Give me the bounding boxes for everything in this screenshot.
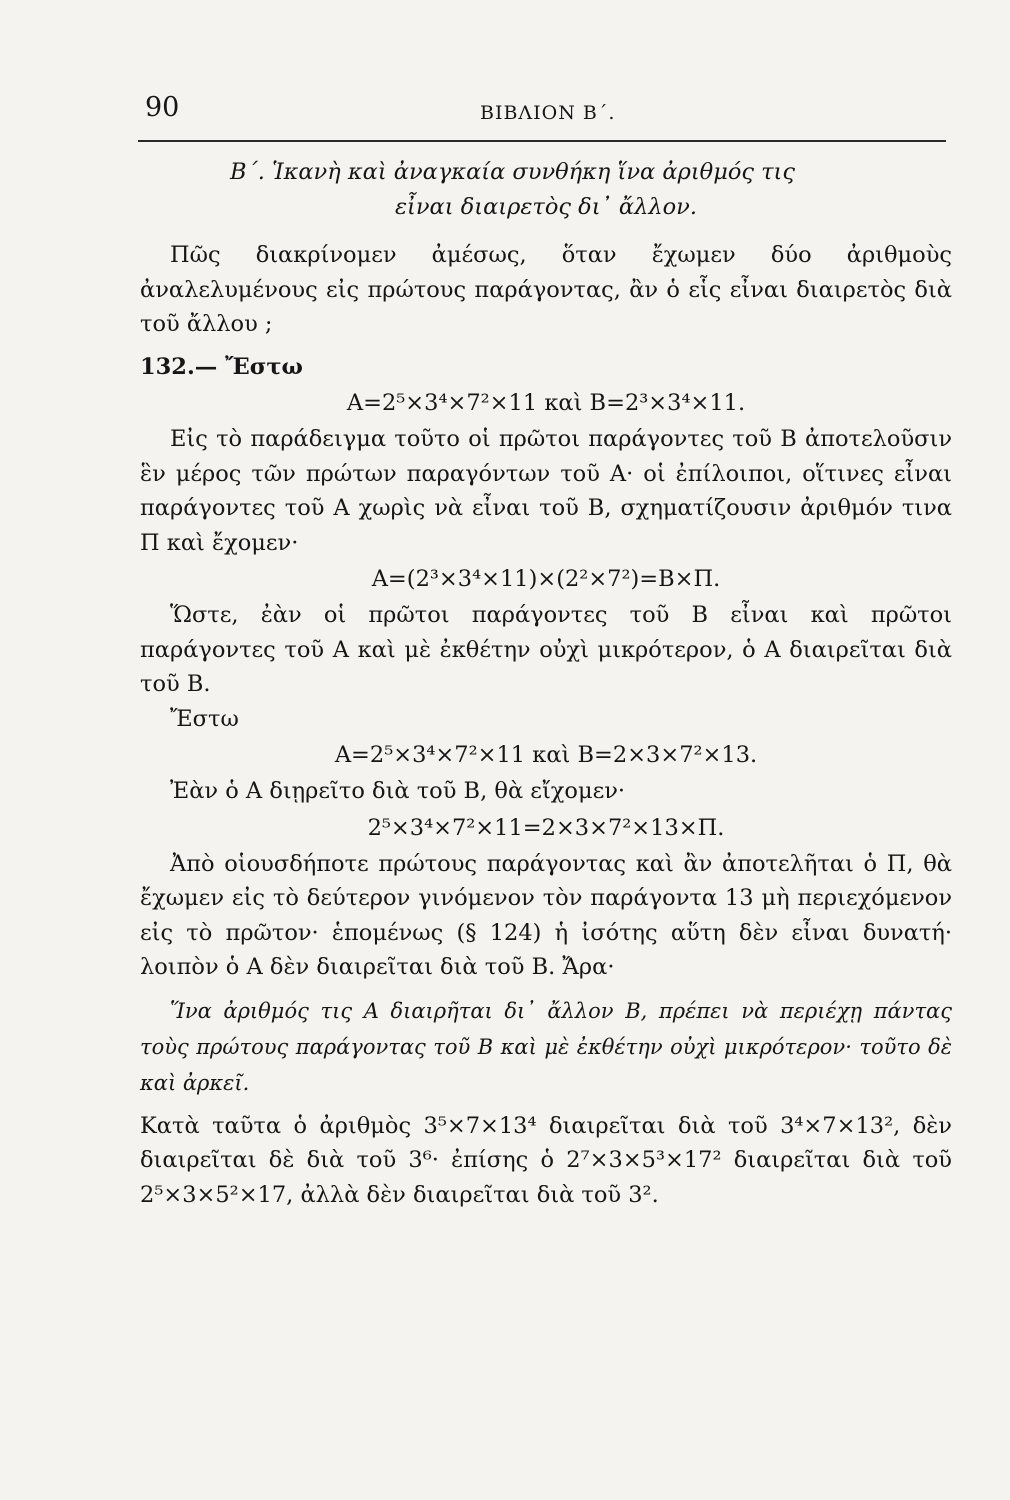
section-heading-line1: Β΄. Ἱκανὴ καὶ ἀναγκαία συνθήκη ἵνα ἀριθμός τις [230,159,795,185]
section-heading-line2: εἶναι διαιρετὸς δι᾽ ἄλλον. [394,193,698,220]
page-number: 90 [145,92,180,123]
section-label: 132.— Ἔστω [140,353,303,380]
paragraph-1: Εἰς τὸ παράδειγμα τοῦτο οἱ πρῶτοι παράγοντες τοῦ B ἀποτελοῦσιν ἓν μέρος τῶν πρώτων παραγόντων τοῦ A· οἱ ἐπίλοιποι, οἵτινες εἶναι παράγοντες τοῦ A χωρὶς νὰ εἶναι τοῦ B, σχηματίζουσιν ἀριθμόν τινα Π καὶ ἔχομεν· [140,426,952,556]
formula-4: 2⁵×3⁴×7²×11=2×3×7²×13×Π. [367,814,725,841]
paragraph-3: Ἐὰν ὁ A διῃρεῖτο διὰ τοῦ B, θὰ εἴχομεν· [170,778,626,804]
formula-1: A=2⁵×3⁴×7²×11 καὶ B=2³×3⁴×11. [346,390,746,416]
paragraph-2: Ὥστε, ἐὰν οἱ πρῶτοι παράγοντες τοῦ B εἶναι καὶ πρῶτοι παράγοντες τοῦ A καὶ μὲ ἐκθέτην οὐχὶ μικρότερον, ὁ A διαιρεῖται διὰ τοῦ B. [140,602,952,697]
formula-2: A=(2³×3⁴×11)×(2²×7²)=B×Π. [371,566,721,592]
running-head: ΒΙΒΛΙΟΝ Β΄. [480,102,616,124]
header-rule [138,140,946,142]
page-header [140,92,950,132]
page-body [140,155,952,1212]
theorem-statement: Ἵνα ἀριθμός τις A διαιρῆται δι᾽ ἄλλον B, πρέπει νὰ περιέχῃ πάντας τοὺς πρώτους παράγοντας τοῦ B καὶ μὲ ἐκθέτην οὐχὶ μικρότερον· τοῦτο δὲ καὶ ἀρκεῖ. [140,998,952,1095]
esto-label: Ἔστω [170,705,239,732]
formula-3: A=2⁵×3⁴×7²×11 καὶ B=2×3×7²×13. [334,742,758,768]
question-paragraph: Πῶς διακρίνομεν ἀμέσως, ὅταν ἔχωμεν δύο ἀριθμοὺς ἀναλελυμένους εἰς πρώτους παράγοντας, ἂν ὁ εἷς εἶναι διαιρετὸς διὰ τοῦ ἄλλου ; [140,242,952,337]
paragraph-4: Ἀπὸ οἱουσδήποτε πρώτους παράγοντας καὶ ἂν ἀποτελῆται ὁ Π, θὰ ἔχωμεν εἰς τὸ δεύτερον γινόμενον τὸν παράγοντα 13 μὴ περιεχόμενον εἰς τὸ πρῶτον· ἑπομένως (§ 124) ἡ ἰσότης αὕτη δὲν εἶναι δυνατή· λοιπὸν ὁ A δὲν διαιρεῖται διὰ τοῦ B. Ἄρα· [140,850,952,980]
paragraph-5: Κατὰ ταῦτα ὁ ἀριθμὸς 3⁵×7×13⁴ διαιρεῖται διὰ τοῦ 3⁴×7×13², δὲν διαιρεῖται δὲ διὰ τοῦ 3⁶· ἐπίσης ὁ 2⁷×3×5³×17² διαιρεῖται διὰ τοῦ 2⁵×3×5²×17, ἀλλὰ δὲν διαιρεῖται διὰ τοῦ 3². [140,1112,952,1208]
